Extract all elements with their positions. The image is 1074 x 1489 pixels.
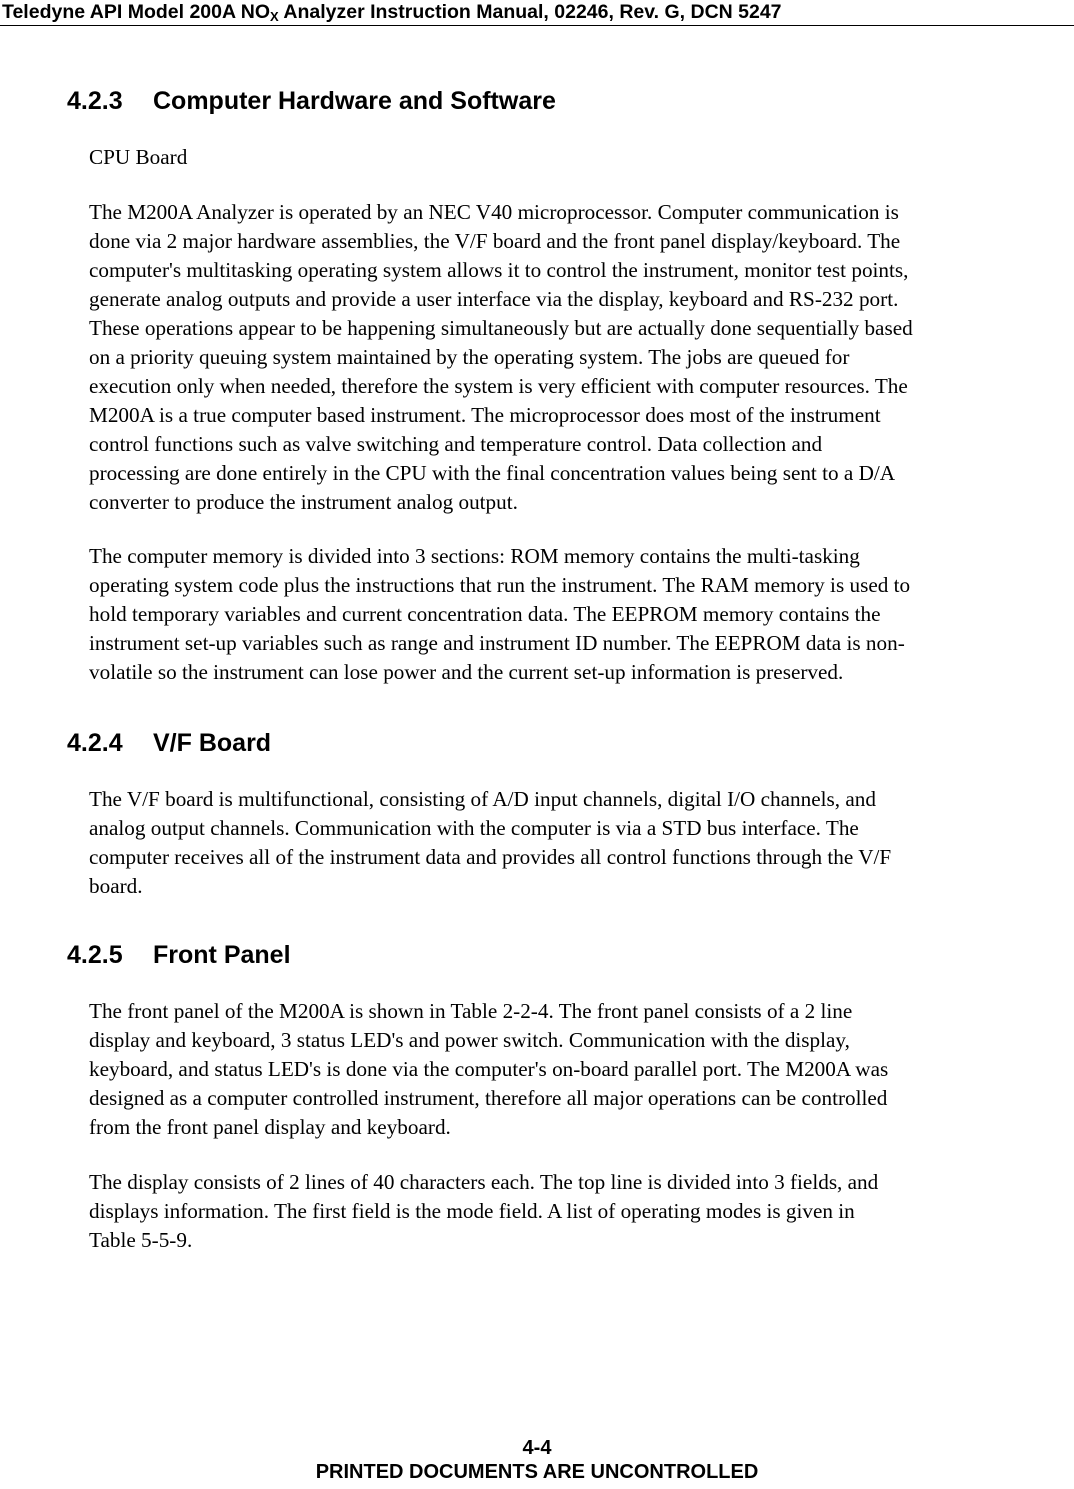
section-424-heading xyxy=(67,728,271,758)
section-title: V/F Board xyxy=(153,729,272,757)
paragraph-line: computer receives all of the instrument data and provides all control functions through the V/F xyxy=(89,845,892,869)
paragraph-line: converter to produce the instrument analog output. xyxy=(89,490,518,514)
section-number: 4.2.5 xyxy=(67,941,123,969)
section-number: 4.2.4 xyxy=(67,729,123,757)
paragraph-line: M200A is a true computer based instrument. The microprocessor does most of the instrument xyxy=(89,403,881,427)
header-title-pre: Teledyne API Model 200A NO xyxy=(2,1,271,23)
paragraph-line: from the front panel display and keyboard. xyxy=(89,1115,451,1139)
paragraph-line: display and keyboard, 3 status LED's and power switch. Communication with the display, xyxy=(89,1028,850,1052)
section-424-paragraph-1 xyxy=(89,785,1074,901)
section-423-paragraph-1 xyxy=(89,198,1074,517)
running-header xyxy=(0,0,1074,26)
section-423-paragraph-2 xyxy=(89,542,1074,687)
section-425-paragraph-2 xyxy=(89,1168,1074,1255)
section-425-paragraph-1 xyxy=(89,997,1074,1142)
paragraph-line: operating system code plus the instructions that run the instrument. The RAM memory is used to xyxy=(89,573,911,597)
paragraph-line: The computer memory is divided into 3 sections: ROM memory contains the multi-tasking xyxy=(89,544,860,568)
paragraph-line: on a priority queuing system maintained by the operating system. The jobs are queued for xyxy=(89,345,850,369)
paragraph-line: volatile so the instrument can lose power and the current set-up information is preserved. xyxy=(89,660,844,684)
cpu-board-subheading: CPU Board xyxy=(89,145,188,169)
paragraph-line: instrument set-up variables such as range and instrument ID number. The EEPROM data is non- xyxy=(89,631,905,655)
paragraph-line: designed as a computer controlled instrument, therefore all major operations can be controlled xyxy=(89,1086,888,1110)
paragraph-line: board. xyxy=(89,874,143,898)
section-title: Computer Hardware and Software xyxy=(153,87,556,115)
paragraph-line: keyboard, and status LED's is done via the computer's on-board parallel port. The M200A was xyxy=(89,1057,889,1081)
paragraph-line: The front panel of the M200A is shown in Table 2-2-4. The front panel consists of a 2 line xyxy=(89,999,853,1023)
paragraph-line: execution only when needed, therefore the system is very efficient with computer resources. The xyxy=(89,374,908,398)
paragraph-line: generate analog outputs and provide a user interface via the display, keyboard and RS-232 port. xyxy=(89,287,899,311)
paragraph-line: computer's multitasking operating system allows it to control the instrument, monitor test points, xyxy=(89,258,909,282)
section-title: Front Panel xyxy=(153,941,291,969)
section-number: 4.2.3 xyxy=(67,87,123,115)
paragraph-line: done via 2 major hardware assemblies, the V/F board and the front panel display/keyboard. The xyxy=(89,229,901,253)
paragraph-line: control functions such as valve switching and temperature control. Data collection and xyxy=(89,432,823,456)
paragraph-line: The V/F board is multifunctional, consisting of A/D input channels, digital I/O channels, and xyxy=(89,787,876,811)
page-number: 4-4 xyxy=(522,1437,552,1459)
paragraph-line: displays information. The first field is the mode field. A list of operating modes is given in xyxy=(89,1199,855,1223)
paragraph-line: The M200A Analyzer is operated by an NEC V40 microprocessor. Computer communication is xyxy=(89,200,899,224)
header-title-post: Analyzer Instruction Manual, 02246, Rev. G, DCN 5247 xyxy=(278,1,782,23)
section-425-heading xyxy=(67,940,291,970)
paragraph-line: The display consists of 2 lines of 40 characters each. The top line is divided into 3 fields, and xyxy=(89,1170,879,1194)
uncontrolled-notice: PRINTED DOCUMENTS ARE UNCONTROLLED xyxy=(315,1461,759,1483)
paragraph-line: analog output channels. Communication with the computer is via a STD bus interface. The xyxy=(89,816,859,840)
paragraph-line: processing are done entirely in the CPU with the final concentration values being sent to a D/A xyxy=(89,461,896,485)
paragraph-line: hold temporary variables and current concentration data. The EEPROM memory contains the xyxy=(89,602,881,626)
paragraph-line: These operations appear to be happening simultaneously but are actually done sequentially based xyxy=(89,316,913,340)
paragraph-line: Table 5-5-9. xyxy=(89,1228,193,1252)
section-423-heading xyxy=(67,86,556,116)
header-title-sub: X xyxy=(270,9,279,24)
